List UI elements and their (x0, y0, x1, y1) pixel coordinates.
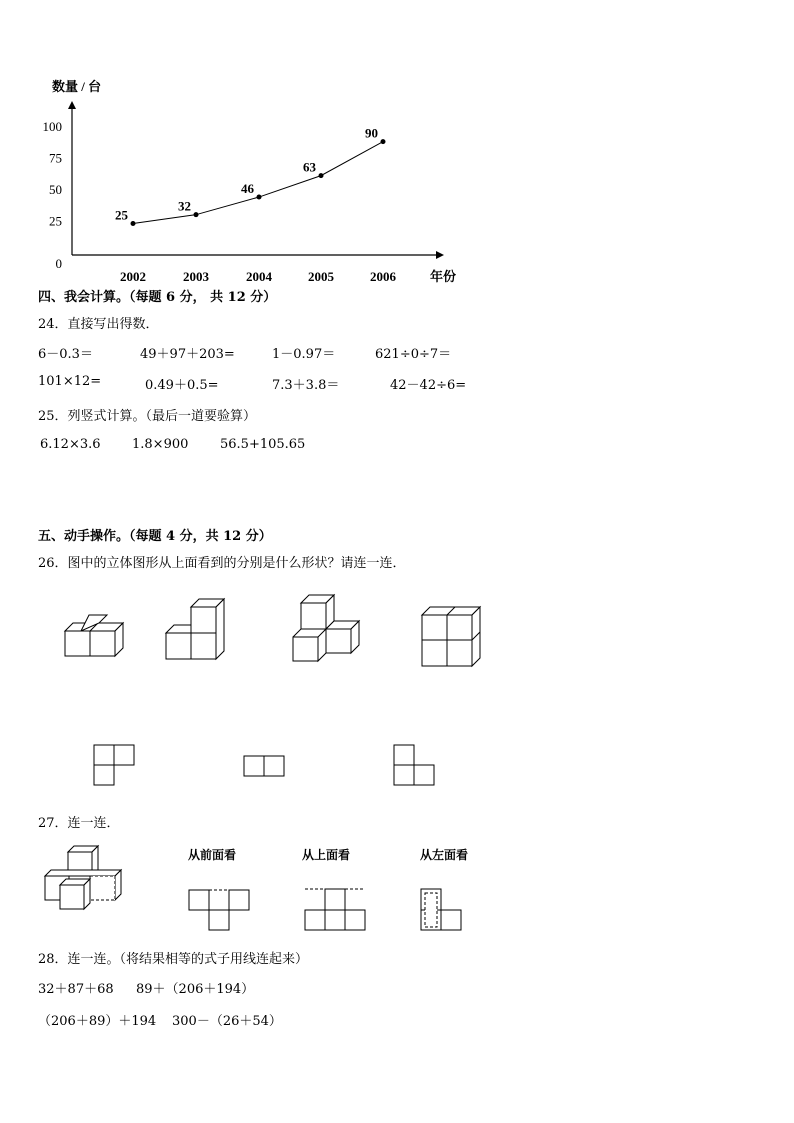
q28-expression: （206＋89）＋194 (38, 1014, 157, 1029)
q27-label: 27．连一连． (38, 816, 120, 831)
q28-expression: 300－（26＋54） (172, 1014, 282, 1029)
section5-title: 五、动手操作。（每题 4 分，共 12 分） (38, 529, 272, 544)
x-tick-label: 2003 (183, 269, 209, 284)
x-tick-label: 2005 (308, 269, 334, 284)
view-label-top: 从上面看 (302, 848, 351, 862)
top-view-shape (305, 889, 365, 930)
data-label: 63 (303, 159, 316, 175)
section4-title: 四、我会计算。（每题 6 分， 共 12 分） (38, 290, 277, 305)
q28-label: 28．连一连。（将结果相等的式子用线连起来） (38, 952, 309, 967)
q28-expression: 32＋87＋68 (38, 982, 114, 997)
q24-item: 101×12= (38, 374, 102, 389)
x-tick-label: 2002 (120, 269, 146, 284)
y-tick-label: 75 (49, 150, 62, 166)
y-tick-label: 50 (49, 182, 62, 197)
q24-item: 42－42÷6= (390, 378, 467, 393)
y-tick-label: 25 (49, 213, 62, 229)
q25-item: 56.5+105.65 (220, 437, 306, 452)
q24-item: 7.3＋3.8＝ (272, 378, 340, 393)
q25-item: 6.12×3.6 (40, 437, 101, 452)
q26-label: 26．图中的立体图形从上面看到的分别是什么形状？请连一连． (38, 556, 406, 571)
x-axis-label: 年份 (430, 269, 457, 284)
data-label: 90 (365, 125, 378, 141)
x-tick-label: 2004 (246, 269, 272, 284)
q28-expression: 89＋（206＋194） (136, 982, 255, 997)
solid-figure (45, 846, 121, 909)
y-axis-label: 数量 / 台 (52, 79, 102, 94)
y-tick-label: 100 (42, 119, 62, 134)
q24-item: 621÷0÷7＝ (375, 347, 452, 362)
data-label: 32 (178, 198, 191, 214)
left-view-shape (421, 889, 461, 930)
x-tick-label: 2006 (370, 269, 396, 284)
view-label-front: 从前面看 (188, 848, 237, 862)
data-label: 25 (115, 207, 128, 223)
data-label: 46 (241, 181, 254, 197)
view-label-left: 从左面看 (420, 848, 469, 862)
q24-label: 24．直接写出得数． (38, 317, 159, 332)
q24-item: 1－0.97＝ (272, 347, 336, 362)
q24-item: 6－0.3＝ (38, 347, 93, 362)
q24-item: 0.49＋0.5= (145, 378, 219, 393)
q25-item: 1.8×900 (132, 437, 189, 452)
q25-label: 25．列竖式计算。（最后一道要验算） (38, 409, 257, 424)
front-view-shape (189, 890, 249, 930)
y-tick-label: 0 (55, 256, 62, 271)
q24-item: 49＋97＋203= (140, 347, 235, 362)
